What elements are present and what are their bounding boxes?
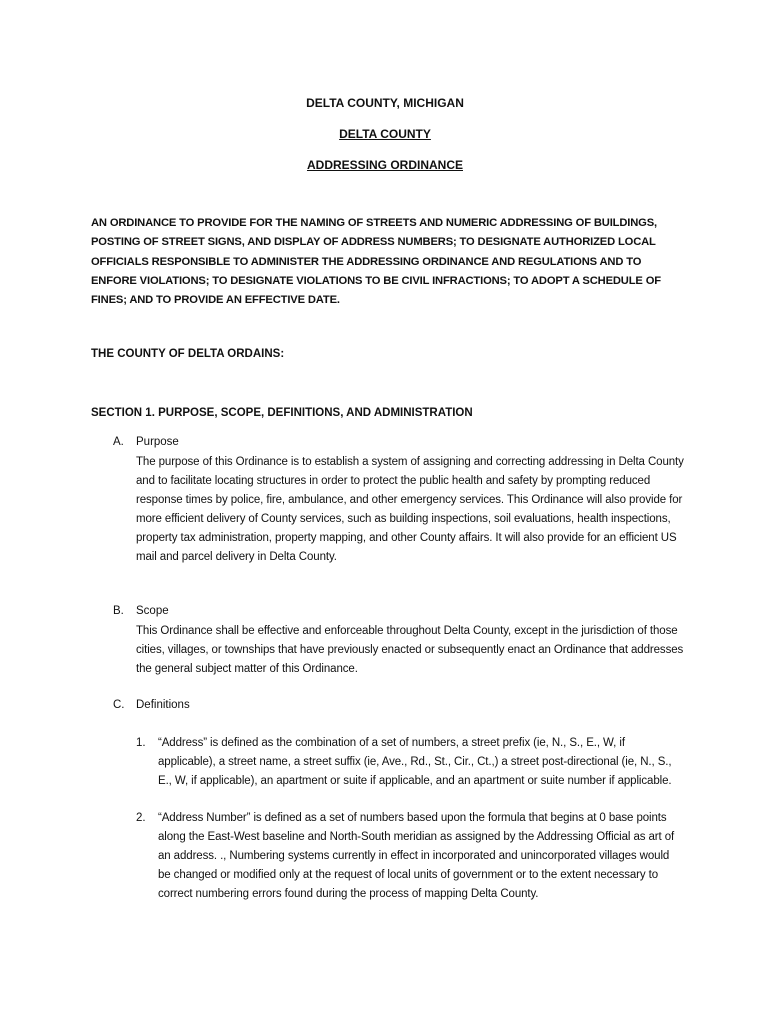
subsection-a-letter: A.: [113, 436, 124, 448]
ordinance-title: ADDRESSING ORDINANCE: [306, 158, 463, 172]
subsection-b-letter: B.: [113, 605, 124, 617]
definition-1-text: “Address” is defined as the combination of a set of numbers, a street prefix (ie, N., S., E., W, if applicable), a street name, a street suffix (ie, Ave., Rd., St., Cir., Ct.,) a street post-directional (ie, N., S., E., W, if applicable), an apartment or suite if applicable, and an apartment or suite number if applicable.: [158, 737, 672, 787]
subsection-b-text: This Ordinance shall be effective and enforceable throughout Delta County, except in the jurisdiction of those cities, villages, or townships that have previously enacted or subsequently enact an Ordinance that addresses the general subject matter of this Ordinance.: [136, 625, 684, 675]
county-state-title: DELTA COUNTY, MICHIGAN: [306, 96, 464, 110]
subsection-a-heading: Purpose: [136, 436, 179, 448]
subsection-a-text: The purpose of this Ordinance is to establish a system of assigning and correcting addressing in Delta County and to facilitate locating structures in order to protect the public health and safety by prompting reduced response times by police, fire, ambulance, and other emergency services. This Ordinance will also provide for more efficient delivery of County services, such as building inspections, soil evaluations, health inspections, property tax administration, property mapping, and other County affairs. It will also provide for an efficient US mail and parcel delivery in Delta County.: [136, 456, 684, 563]
definition-1-number: 1.: [136, 737, 146, 749]
definition-2-number: 2.: [136, 812, 146, 824]
subsection-c-letter: C.: [113, 699, 125, 711]
ordains-statement: THE COUNTY OF DELTA ORDAINS:: [91, 348, 285, 360]
ordinance-preamble: AN ORDINANCE TO PROVIDE FOR THE NAMING OF STREETS AND NUMERIC ADDRESSING OF BUILDINGS, POSTING OF STREET SIGNS, AND DISPLAY OF ADDRESS NUMBERS; TO DESIGNATE AUTHORIZED LOCAL OFFICIALS RESPONSIBLE TO ADMINISTER THE ADDRESSING ORDINANCE AND REGULATIONS AND TO ENFORE VIOLATIONS; TO DESIGNATE VIOLATIONS TO BE CIVIL INFRACTIONS; TO ADOPT A SCHEDULE OF FINES; AND TO PROVIDE AN EFFECTIVE DATE.: [91, 217, 661, 307]
subsection-c-heading: Definitions: [136, 699, 190, 711]
county-title: DELTA COUNTY: [339, 127, 431, 141]
subsection-b-heading: Scope: [136, 605, 169, 617]
section-1-title: SECTION 1. PURPOSE, SCOPE, DEFINITIONS, AND ADMINISTRATION: [91, 407, 473, 419]
definition-2-text: “Address Number” is defined as a set of numbers based upon the formula that begins at 0 base points along the East-West baseline and North-South meridian as assigned by the Addressing Official as art of an address. ., Numbering systems currently in effect in incorporated and unincorporated villages would be changed or modified only at the request of local units of government or to the extent necessary to correct numbering errors found during the process of mapping Delta County.: [158, 812, 675, 900]
